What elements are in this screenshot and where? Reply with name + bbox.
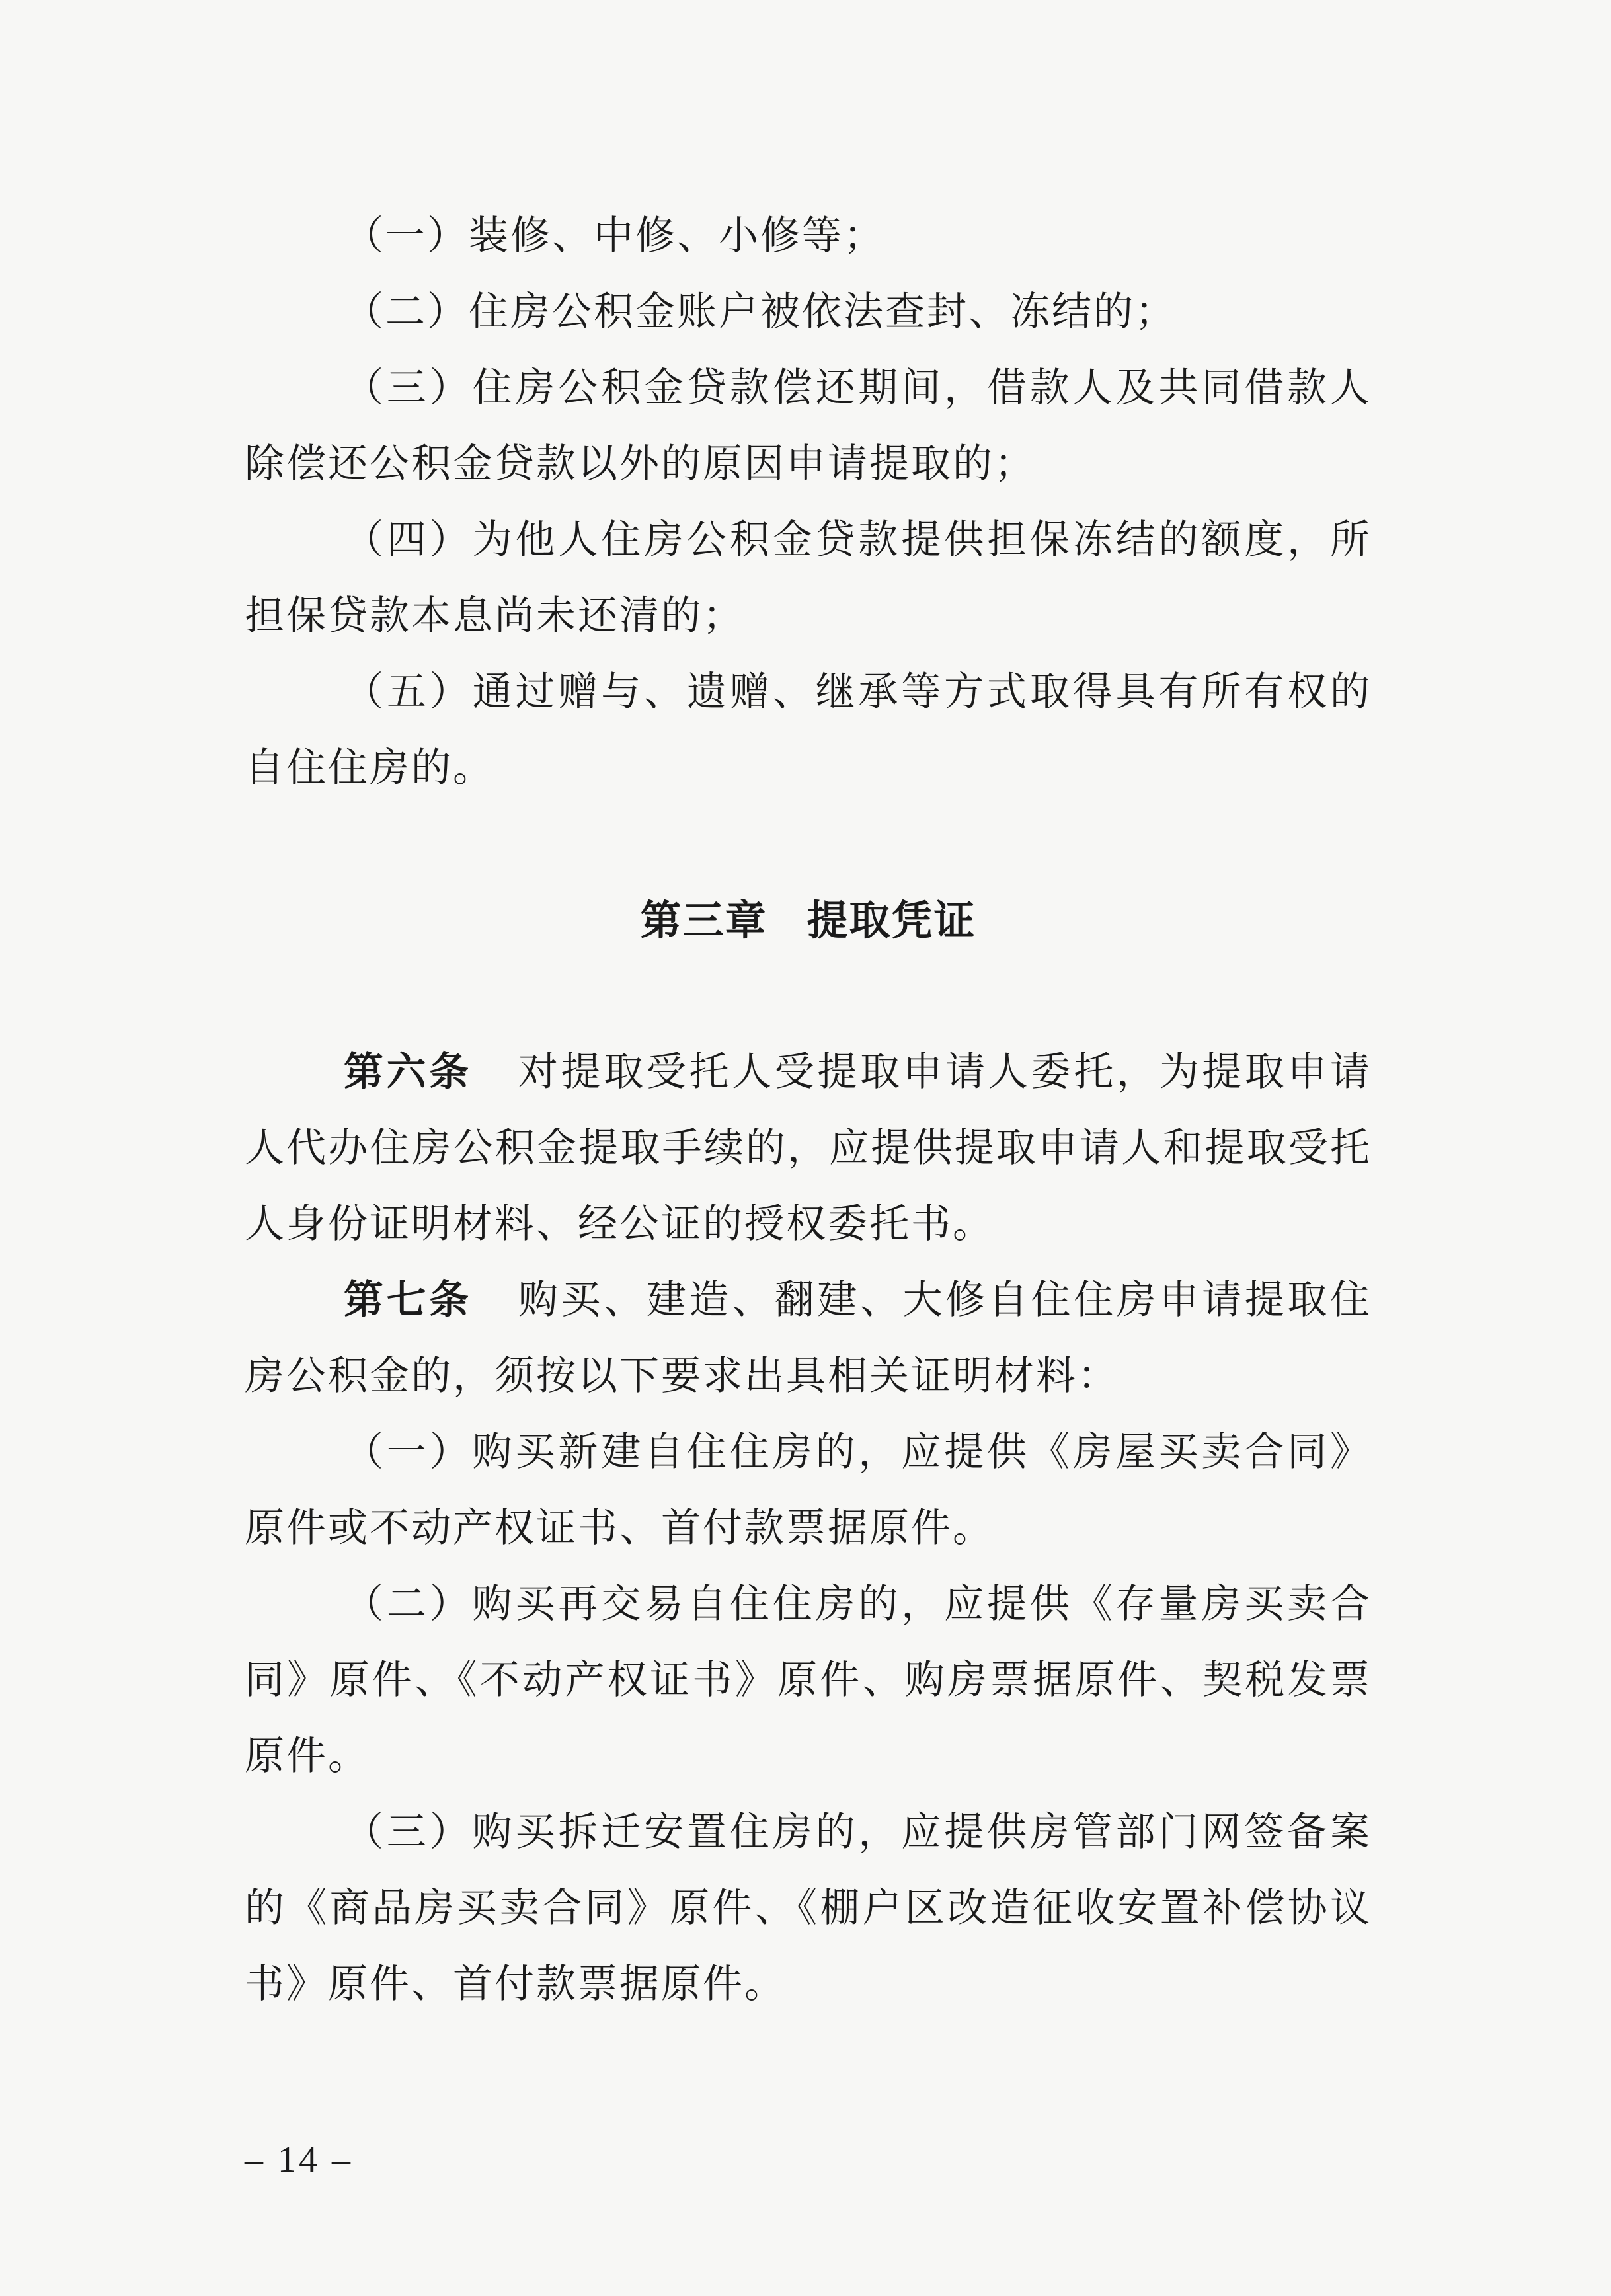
- article-text: 购买、建造、翻建、大修自住住房申请提取住房公积金的，须按以下要求出具相关证明材料：: [245, 1277, 1372, 1399]
- chapter-title: 提取凭证: [806, 896, 976, 944]
- article-paragraph: [245, 1034, 1372, 1262]
- clause-paragraph: （三）购买拆迁安置住房的，应提供房管部门网签备案的《商品房买卖合同》原件、《棚户区改造征收安置补偿协议书》原件、首付款票据原件。: [245, 1809, 1372, 2007]
- clause-paragraph: （五）通过赠与、遗赠、继承等方式取得具有所有权的自住住房的。: [245, 669, 1372, 791]
- article-text: 对提取受托人受提取申请人委托，为提取申请人代办住房公积金提取手续的，应提供提取申请人和提取受托人身份证明材料、经公证的授权委托书。: [245, 1049, 1372, 1247]
- clause-paragraph: （二）住房公积金账户被依法查封、冻结的；: [344, 289, 1177, 335]
- page-number: – 14 –: [245, 2139, 353, 2180]
- document-body: [245, 198, 1372, 2022]
- clause-paragraph: （四）为他人住房公积金贷款提供担保冻结的额度，所担保贷款本息尚未还清的；: [245, 517, 1372, 639]
- clause-paragraph: （三）住房公积金贷款偿还期间，借款人及共同借款人除偿还公积金贷款以外的原因申请提取的；: [245, 365, 1372, 487]
- chapter-number: 第三章: [640, 896, 767, 944]
- clause-paragraph: （一）装修、中修、小修等；: [344, 213, 885, 259]
- article-label: 第六条: [344, 1049, 472, 1095]
- chapter-heading: [245, 806, 1372, 1034]
- clause-paragraph: （二）购买再交易自住住房的，应提供《存量房买卖合同》原件、《不动产权证书》原件、购房票据原件、契税发票原件。: [245, 1581, 1372, 1779]
- article-label: 第七条: [344, 1277, 472, 1323]
- clause-paragraph: （一）购买新建自住住房的，应提供《房屋买卖合同》原件或不动产权证书、首付款票据原件。: [245, 1429, 1372, 1551]
- article-paragraph: [245, 1262, 1372, 1414]
